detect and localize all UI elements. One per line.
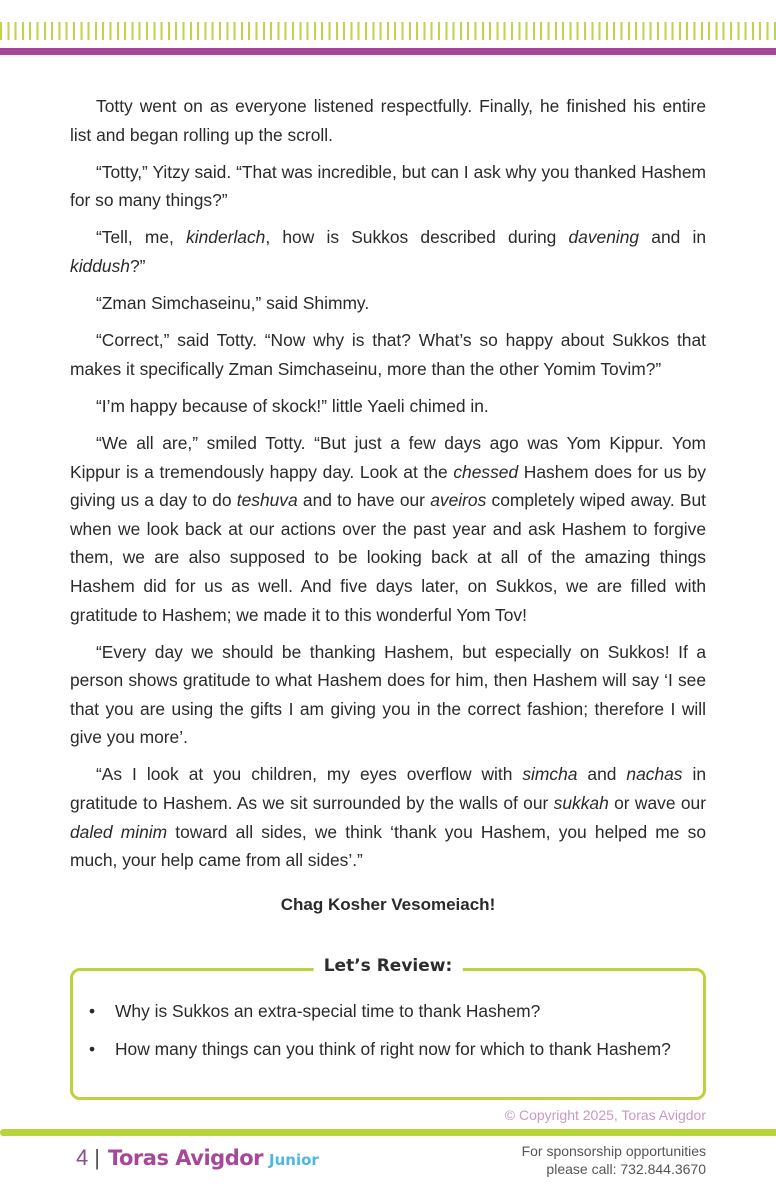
story-paragraph	[70, 158, 706, 215]
story-paragraph	[70, 760, 706, 874]
top-stripe-border	[0, 22, 776, 40]
italic-term: sukkah	[553, 793, 609, 814]
italic-term: teshuva	[236, 490, 298, 511]
italic-term: daled minim	[70, 821, 168, 842]
story-paragraph	[70, 223, 706, 280]
text-segment: “As I look at you children, my eyes overflow with	[96, 764, 523, 785]
text-segment: “We all are,” smiled Totty. “But just a few days ago was Yom Kippur. Yom Kippur is a tremendously happy day. Look at the	[70, 432, 706, 482]
story-paragraph	[70, 326, 706, 383]
story-paragraph	[70, 638, 706, 752]
review-item-text: How many things can you think of right now for which to thank Hashem?	[115, 1038, 671, 1059]
text-segment: “Correct,” said Totty. “Now why is that? What’s so happy about Sukkos that makes it specifically Zman Simchaseinu, more than the other Yomim Tovim?”	[70, 330, 706, 379]
top-purple-bar	[0, 48, 776, 55]
text-segment: toward all sides, we think ‘thank you Hashem, you helped me so much, your help came from all sides’.”	[70, 821, 706, 871]
bullet-icon: •	[89, 1001, 96, 1021]
sponsorship-info	[522, 1142, 706, 1178]
review-item	[89, 997, 689, 1026]
italic-term: aveiros	[430, 490, 487, 511]
copyright-notice: © Copyright 2025, Toras Avigdor	[504, 1107, 706, 1123]
text-segment: Totty went on as everyone listened respectfully. Finally, he finished his entire list and began rolling up the scroll.	[70, 96, 706, 145]
italic-term: kiddush	[70, 255, 130, 276]
text-segment: “Every day we should be thanking Hashem, but especially on Sukkos! If a person shows gratitude to what Hashem does for him, then Hashem will say ‘I see that you are using the gifts I am giving you in the correct fashion; therefore I will give you more’.	[70, 641, 706, 748]
text-segment: and in	[639, 227, 707, 248]
review-item	[89, 1035, 689, 1064]
story-paragraphs	[70, 92, 706, 875]
story-paragraph	[70, 392, 706, 421]
italic-term: nachas	[626, 764, 683, 785]
text-segment: “Zman Simchaseinu,” said Shimmy.	[96, 293, 370, 314]
story-paragraph	[70, 92, 706, 149]
footer-separator: |	[94, 1145, 100, 1170]
italic-term: chessed	[453, 461, 519, 482]
text-segment: and	[577, 764, 627, 785]
brand-logo: Toras Avigdor	[107, 1146, 264, 1170]
story-paragraph	[70, 289, 706, 318]
bullet-icon: •	[89, 1038, 96, 1059]
review-item-text: Why is Sukkos an extra-special time to thank Hashem?	[115, 1001, 541, 1021]
brand-logo-junior: Junior	[269, 1151, 319, 1169]
story-paragraph	[70, 429, 706, 629]
review-title: Let’s Review:	[314, 956, 463, 976]
italic-term: simcha	[522, 764, 578, 785]
italic-term: davening	[568, 227, 640, 248]
story-text	[70, 92, 706, 919]
text-segment: , how is Sukkos described during	[265, 227, 569, 248]
review-list	[89, 997, 689, 1072]
text-segment: Hashem does for us by giving us a day to do	[70, 461, 707, 511]
text-segment: ?”	[129, 255, 146, 276]
text-segment: “Tell, me,	[96, 227, 187, 248]
review-box	[70, 956, 706, 1100]
text-segment: or wave our	[608, 793, 706, 814]
sponsorship-phone: please call: 732.844.3670	[546, 1161, 706, 1177]
text-segment: completely wiped away. But when we look back at our actions over the past year and ask Hashem to forgive them, we are also supposed to be looking back at all of the amazing things Hashem did for us as well. And five days later, on Sukkos, we are filled with gratitude to Hashem; we made it to this wonderful Yom Tov!	[70, 490, 706, 625]
italic-term: kinderlach	[186, 227, 266, 248]
text-segment: and to have our	[297, 490, 431, 511]
page-number: 4	[76, 1145, 89, 1170]
text-segment: “I’m happy because of skock!” little Yaeli chimed in.	[96, 395, 489, 416]
sponsorship-line: For sponsorship opportunities	[521, 1143, 706, 1159]
text-segment: “Totty,” Yitzy said. “That was incredible, but can I ask why you thanked Hashem for so many things?”	[70, 161, 706, 211]
text-segment: in gratitude to Hashem. As we sit surrounded by the walls of our	[70, 764, 706, 814]
footer-green-bar	[0, 1129, 776, 1136]
closing-line: Chag Kosher Vesomeiach!	[280, 894, 496, 914]
footer-branding	[76, 1145, 319, 1171]
